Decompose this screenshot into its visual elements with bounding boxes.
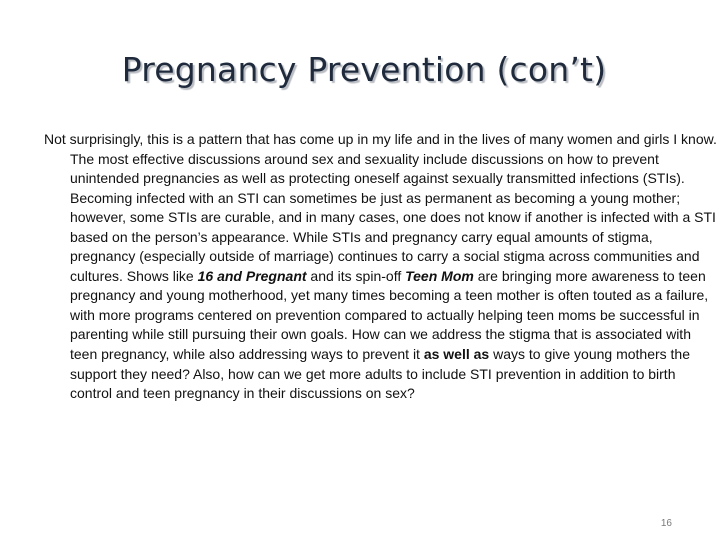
- paragraph-text-3: are bringing more awareness to teen pregnancy and young motherhood, yet many times becoming a teen mother is often touted as a failure, with more programs centered on prevention compared to actually helping teen moms be successful in parenting while still pursuing their own goals. How can we address the stigma that is associated with teen pregnancy, while also addressing ways to prevent it: [70, 267, 709, 363]
- slide-title: Pregnancy Prevention (con’t): [121, 50, 607, 89]
- emphasis-as-well-as: as well as: [423, 346, 490, 363]
- body-paragraph: [44, 130, 718, 404]
- paragraph-text-1: Not surprisingly, this is a pattern that has come up in my life and in the lives of many women and girls I know. The most effective discussions around sex and sexuality include discussions on how to prevent unintended pregnancies as well as protecting oneself against sexually transmitted infections (STIs). Becoming infected with an STI can sometimes be just as permanent as becoming a young mother; however, some STIs are curable, and in many cases, one does not know if another is infected with a STI based on the person’s appearance. While STIs and pregnancy carry equal amounts of stigma, pregnancy (especially outside of marriage) continues to carry a social stigma across communities and cultures. Shows like: [44, 131, 717, 284]
- paragraph-text-2: and its spin-off: [306, 267, 406, 284]
- show-title-16-and-pregnant: 16 and Pregnant: [197, 267, 307, 284]
- paragraph-text-4: ways to give young mothers the support they need? Also, how can we get more adults to include STI prevention in addition to birth control and teen pregnancy in their discussions on sex?: [70, 346, 690, 402]
- show-title-teen-mom: Teen Mom: [405, 267, 474, 284]
- slide-number: 16: [660, 518, 672, 529]
